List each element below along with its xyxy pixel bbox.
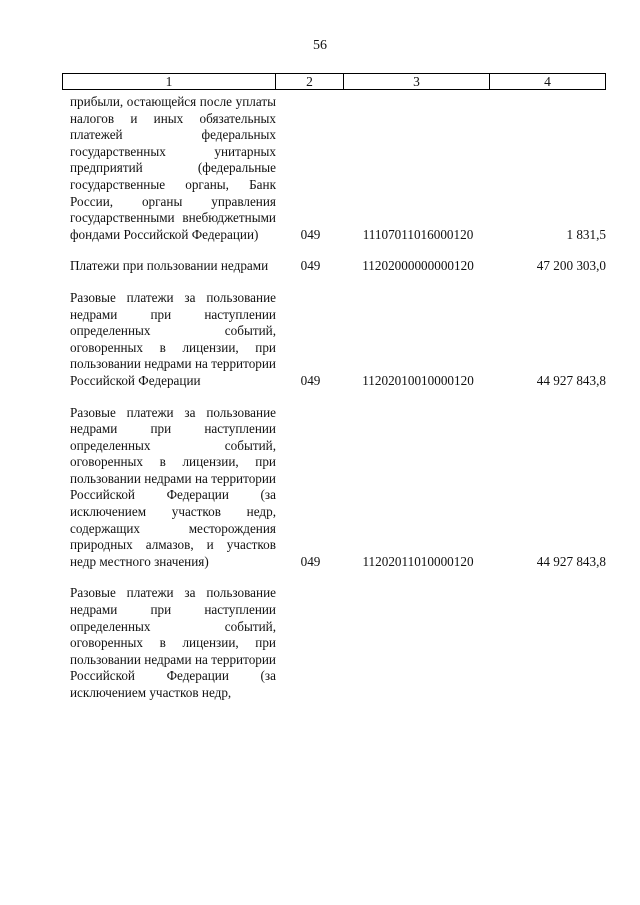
table-row [62, 94, 606, 243]
row-budget-code: 11202000000000120 [362, 258, 474, 274]
table-row [62, 290, 606, 390]
row-name: Разовые платежи за пользование недрами при наступлении определенных событий, оговоренных в лицензии, при пользовании недрами на территории Российской Федерации (за исключением участков недр, [70, 585, 276, 700]
row-name: Разовые платежи за пользование недрами при наступлении определенных событий, оговоренных в лицензии, при пользовании недрами на территории Российской Федерации [70, 289, 276, 388]
row-name: прибыли, остающейся после уплаты налогов и иных обязательных платежей федеральных государственных унитарных предприятий (федеральные государственные органы, Банк России, органы управления государственными внебюджетными фондами Российской Федерации) [70, 94, 276, 242]
table-header [62, 73, 606, 90]
row-admin-code: 049 [300, 226, 321, 242]
row-amount: 44 927 843,8 [536, 372, 606, 388]
row-amount: 44 927 843,8 [536, 553, 606, 569]
page-number: 56 [313, 38, 327, 53]
table-body [62, 94, 606, 702]
row-amount: 1 831,5 [566, 226, 606, 242]
row-name: Платежи при пользовании недрами [70, 258, 269, 274]
row-amount: 47 200 303,0 [536, 258, 606, 274]
row-budget-code: 11107011016000120 [362, 226, 474, 242]
row-budget-code: 11202011010000120 [362, 553, 474, 569]
table-row [62, 405, 606, 571]
column-header-1: 1 [63, 74, 276, 89]
column-header-2: 2 [276, 74, 344, 89]
row-budget-code: 11202010010000120 [362, 372, 474, 388]
row-admin-code: 049 [300, 258, 321, 274]
row-admin-code: 049 [300, 553, 321, 569]
row-admin-code: 049 [300, 372, 321, 388]
table-row [62, 585, 606, 701]
table-row [62, 258, 606, 275]
row-name: Разовые платежи за пользование недрами при наступлении определенных событий, оговоренных в лицензии, при пользовании недрами на территории Российской Федерации (за исключением участков недр, содержащих месторождения природных алмазов, и участков недр местного значения) [70, 404, 276, 569]
column-header-4: 4 [544, 74, 551, 89]
column-header-3: 3 [344, 74, 490, 89]
